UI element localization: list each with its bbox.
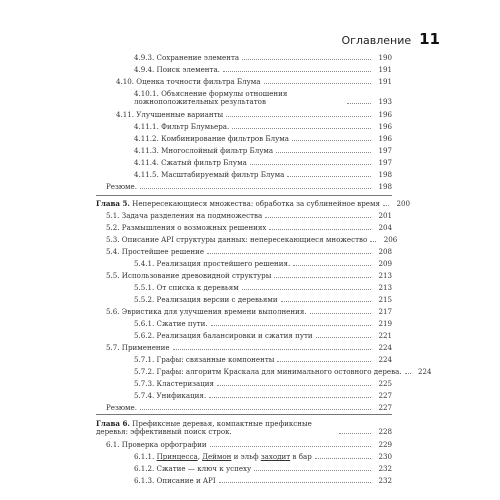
toc-entry-summary-5: Резюме. 227 (106, 403, 392, 412)
toc-entry-5-5-2: 5.5.2. Реализация версии с деревьями 215 (134, 295, 392, 304)
toc-entry-4-11-2: 4.11.2. Комбинирование фильтров Блума 196 (134, 134, 392, 143)
toc-chapter-6: Глава 6. Префиксные деревья, компактные префиксные деревья: эффективный поиск строк. 228 (96, 419, 392, 436)
toc-entry-4-11-5: 4.11.5. Масштабируемый фильтр Блума 198 (134, 170, 392, 179)
toc-entry-5-7: 5.7. Применение 224 (106, 343, 392, 352)
toc-entry-5-5-1: 5.5.1. От списка к деревьям 213 (134, 283, 392, 292)
toc-chapter-5: Глава 5. Непересекающиеся множества: обработка за сублинейное время 200 (96, 199, 410, 208)
toc-entry-summary-4: Резюме. 198 (106, 182, 392, 191)
toc-entry-5-6-1: 5.6.1. Сжатие пути. 219 (134, 319, 392, 328)
toc-entry-6-1: 6.1. Проверка орфографии 229 (106, 440, 392, 449)
toc-entry-5-4-1: 5.4.1. Реализация простейшего решения. 209 (134, 259, 392, 268)
toc-entry-5-2: 5.2. Размышления о возможных решениях 204 (106, 223, 392, 232)
chapter-divider (96, 195, 392, 196)
toc-entry-6-1-1: 6.1.1. Принцесса, Деймон и эльф заходит в бар 230 (134, 452, 392, 461)
toc-entry-4-11-4: 4.11.4. Сжатый фильтр Блума 197 (134, 158, 392, 167)
section-title: Оглавление (341, 34, 412, 47)
toc-entry-5-7-1: 5.7.1. Графы: связанные компоненты 224 (134, 355, 392, 364)
toc-entry-6-1-3: 6.1.3. Описание и API 232 (134, 476, 392, 485)
toc-entry-6-1-2: 6.1.2. Сжатие — ключ к успеху 232 (134, 464, 392, 473)
toc-entry-5-6: 5.6. Эвристика для улучшения времени выполнения. 217 (106, 307, 392, 316)
running-header (342, 30, 440, 48)
toc-entry-5-6-2: 5.6.2. Реализация балансировки и сжатия пути 221 (134, 331, 392, 340)
toc-entry-4-11: 4.11. Улучшенные варианты 196 (116, 110, 392, 119)
toc-entry-4-10: 4.10. Оценка точности фильтра Блума 191 (116, 77, 392, 86)
toc-entry-5-7-2: 5.7.2. Графы: алгоритм Краскала для минимального остовного дерева. 224 (134, 367, 432, 376)
toc-entry-5-3: 5.3. Описание API структуры данных: непересекающиеся множество 206 (106, 235, 398, 244)
page-number: 11 (419, 30, 440, 48)
toc-entry-4-11-3: 4.11.3. Многослойный фильтр Блума 197 (134, 146, 392, 155)
toc-entry-5-7-3: 5.7.3. Кластеризация 225 (134, 379, 392, 388)
toc-entry-5-4: 5.4. Простейшее решение 208 (106, 247, 392, 256)
toc-entry-5-5: 5.5. Использование древовидной структуры 213 (106, 271, 392, 280)
toc-entry-4-10-1: 4.10.1. Объяснение формулы отношения ложноположительных результатов 193 (134, 89, 392, 106)
toc-entry-4-9-3: 4.9.3. Сохранение элемента 190 (134, 53, 392, 62)
toc-entry-5-1: 5.1. Задача разделения на подмножества 201 (106, 211, 392, 220)
toc-entry-4-9-4: 4.9.4. Поиск элемента. 191 (134, 65, 392, 74)
toc-entry-5-7-4: 5.7.4. Унификация. 227 (134, 391, 392, 400)
chapter-divider (96, 414, 392, 415)
toc-entry-4-11-1: 4.11.1. Фильтр Блумьера. 196 (134, 122, 392, 131)
